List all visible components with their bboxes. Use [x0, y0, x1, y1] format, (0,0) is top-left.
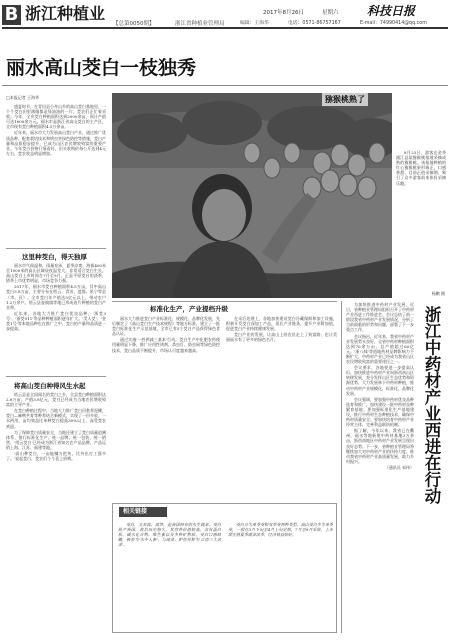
header-bar — [0, 0, 450, 30]
section-title: 浙江种植业 — [25, 4, 106, 23]
header-rule — [2, 27, 448, 29]
section-3-col-b: 在采后处理上，各地加快建设茭白冷藏保鲜和加工设施，积极开发茭白深加工产品，延长产业链条，提升产业附加值，促进茭白产业持续健康发展。 茭白产业的发展，让高山上的农民走上了致富路，也让美丽丽水有了更多的绿色名片。 — [226, 316, 337, 343]
headline-rule — [2, 85, 448, 86]
page-code: 【总第0050期】 — [113, 21, 155, 27]
related-links-col-b: 茭白分为单季茭和双季茭两种类型。高山茭白多为单季茭，一般在3月下旬至4月上旬定植，7月至9月采收，上市期正值夏季蔬菜淡季，经济效益较好。 — [228, 522, 333, 538]
editor-label: 编辑：王海华 — [240, 21, 269, 26]
lead-paragraph: 盛夏时节，在青田县小舟山乡的高山茭白基地里，一个个茭白田里满眼都是绿油油的一片，茭农们正忙着采收。今年，全乡茭白种植面积达到2000余亩，预计产值可达1600余万元。丽水市是浙江省高山茭白的主产区，全市现有茭白种植面积4.5万余亩。 — [6, 104, 106, 130]
byline: □本报记者 王海华 — [6, 95, 40, 100]
related-links-col-a: 茭白，又名菰、菰笋，是我国特有的水生蔬菜。茭白原产我国，栽培历史悠久，其营养价值较高，含有蛋白质、碳水化合物、维生素以及多种矿物质。茭白口感鲜嫩，被誉为'水中人参'，与莼菜、鲈鱼并称为'江南三大名菜'。 — [118, 522, 221, 548]
main-headline: 丽水高山茭白一枝独秀 — [6, 57, 197, 79]
photo-credit: 杨鹏 摄 — [431, 291, 445, 296]
article-photo — [112, 93, 392, 298]
section-1-title: 这里种茭白，得天独厚 — [22, 253, 87, 261]
weekday: 星期六 — [322, 10, 339, 16]
section-letter: B — [4, 4, 19, 25]
sponsor-label: 浙江省种植业管理局 — [175, 21, 225, 27]
email-label: E-mail：74990414@qq.com — [360, 21, 427, 26]
lead-column — [6, 104, 106, 244]
related-links-title: 相关链接 — [123, 508, 148, 515]
section-rule — [112, 301, 337, 302]
paper-name: 科技日报 — [367, 4, 416, 18]
section-1-body: 丽水市气候温和，雨量充沛，夏季凉爽，海拔400米至1000米的高山区域昼夜温差大，非常适合茭白生长。高山茭白上市时间在7月至9月，正是平原茭白的淡季，错季上市优势明显，市场竞争力强。 2017年，丽水市茭白种植面积4.5万亩，其中高山茭白3.8万亩，主要分布在缙云、青田、莲都、景宁等县（市、区）。全市茭白年产值达5亿元以上，带动农户1.2万余户。缙云县壶镇镇等地已形成连片种植的茭白产业带。 近年来，各地大力推广茭白优良品种，'浙茭3号'、'浙茭911'等品种种植面积逐年扩大。'美人茭'、'金茭1号'等本地品种也在推广之中，茭白的产量和品质进一步提高。 — [6, 263, 106, 332]
section-3-col-a: 丽水大力推进茭白产业标准化、规模化、品牌化发展，先后制定了《高山茭白生产技术规程》等地方标准，建立了一批茭白标准化生产示范基地，全市已有5个茭白产品获得绿色食品认证。 通过实施'一控两减三基本'行动，茭白生产中化肥农药使用量明显下降，推广应用性诱剂、杀虫灯、防虫网等绿色防控技术，茭白品质不断提升，市场认可度越来越高。 — [112, 316, 220, 353]
right-article-body: 为加快推进中药材产业发展，近日，省种植业管理局组织召开了中药材产业西进工作推进会。会议总结了前一阶段我省中药材产业发展情况，分析了当前面临的形势和问题，部署了下一步重点工作。 会议指出，近年来，我省中药材产业发展势头良好，全省中药材种植面积达到70余万亩，总产值超过60亿元。'浙八味'等道地药材品牌影响力不断扩大，中药材产业已经成为我省山区农民增收致富的重要途径之一。 会议要求，各地要进一步提高认识，加快推进中药材产业向浙西南山区转移发展，充分发挥山区生态优势和资源优势，大力发展林下中药材种植，推动中药材产业规模化、标准化、品牌化发展。 会议强调，要加强中药材优良品种选育和推广，加快建设一批中药材良种繁育基地；要加强标准化生产基地建设，推行中药材生态种植技术，确保中药材质量安全；要加快培育中药材产业经营主体，完善利益联结机制。 据了解，今年以来，我省已在衢州、丽水等地新建中药材基地3万余亩，浙西南地区中药材产业发展呈现出良好态势。下一步，省种植业管理局将继续加大对中药材产业的扶持力度，推动我省中药材产业高质量发展，助力乡村振兴。 （通讯员 邹伟） — [346, 302, 414, 470]
photo-description: 8月23日，游客在金华浦江县某猕猴桃基地采摘成熟的猕猴桃。该基地种植的红心猕猴桃果形端正、口感香甜，目前正值采摘期，吸引了众多游客前来体验采摘乐趣。 — [396, 150, 446, 186]
related-links-box — [112, 503, 337, 633]
section-3-title: 标准化生产，产业提档升级 — [150, 305, 228, 313]
column-divider — [341, 301, 342, 633]
paragraph: 近年来，丽水市大力发展高山茭白产业，通过推广优质品种、配套栽培技术和病虫害绿色防控等措施，茭白产量和品质稳步提升，已成为山区农民增收致富的重要产业。今年茭白价格行情看好，田头收购价每公斤达到4元左右，茭农收益明显增加。 — [6, 130, 106, 156]
section-2-body: 缙云县是全国闻名的茭白之乡，全县茭白种植面积达2.6万亩，产值3.8亿元，茭白已经成为当地农民增收致富的主导产业。 在茭白种植过程中，当地大力推广茭白田套养泥鳅、茭白—麻鸭共育等种养结合新模式，实现了一田多收、一水两用，亩均效益比单种茭白提高30%以上，深受茭农欢迎。 为了保障茭白质量安全，当地还建立了茭白质量追溯体系，推行标准化生产，统一品牌、统一包装、统一销售，'缙云茭白'已经成为浙江省知名农产品品牌，产品远销上海、江苏、福建等地。 '高山种茭白，一亩能赚万把块，比外出打工强多了。'说起茭白，茭农们个个喜上眉梢。 — [6, 392, 106, 462]
section-2-title: 将高山茭白种得风生水起 — [14, 382, 86, 390]
phone-label: 电话：0571-86757167 — [288, 21, 341, 26]
publish-date: 2017年8月26日 — [263, 10, 304, 16]
kiwi-orchard-photo — [112, 93, 392, 298]
section-rule — [6, 248, 106, 249]
section-rule — [6, 376, 106, 377]
photo-caption: 猕猴桃熟了 — [322, 93, 368, 106]
right-article-title: 浙江中药材产业西进在行动 — [422, 306, 441, 504]
